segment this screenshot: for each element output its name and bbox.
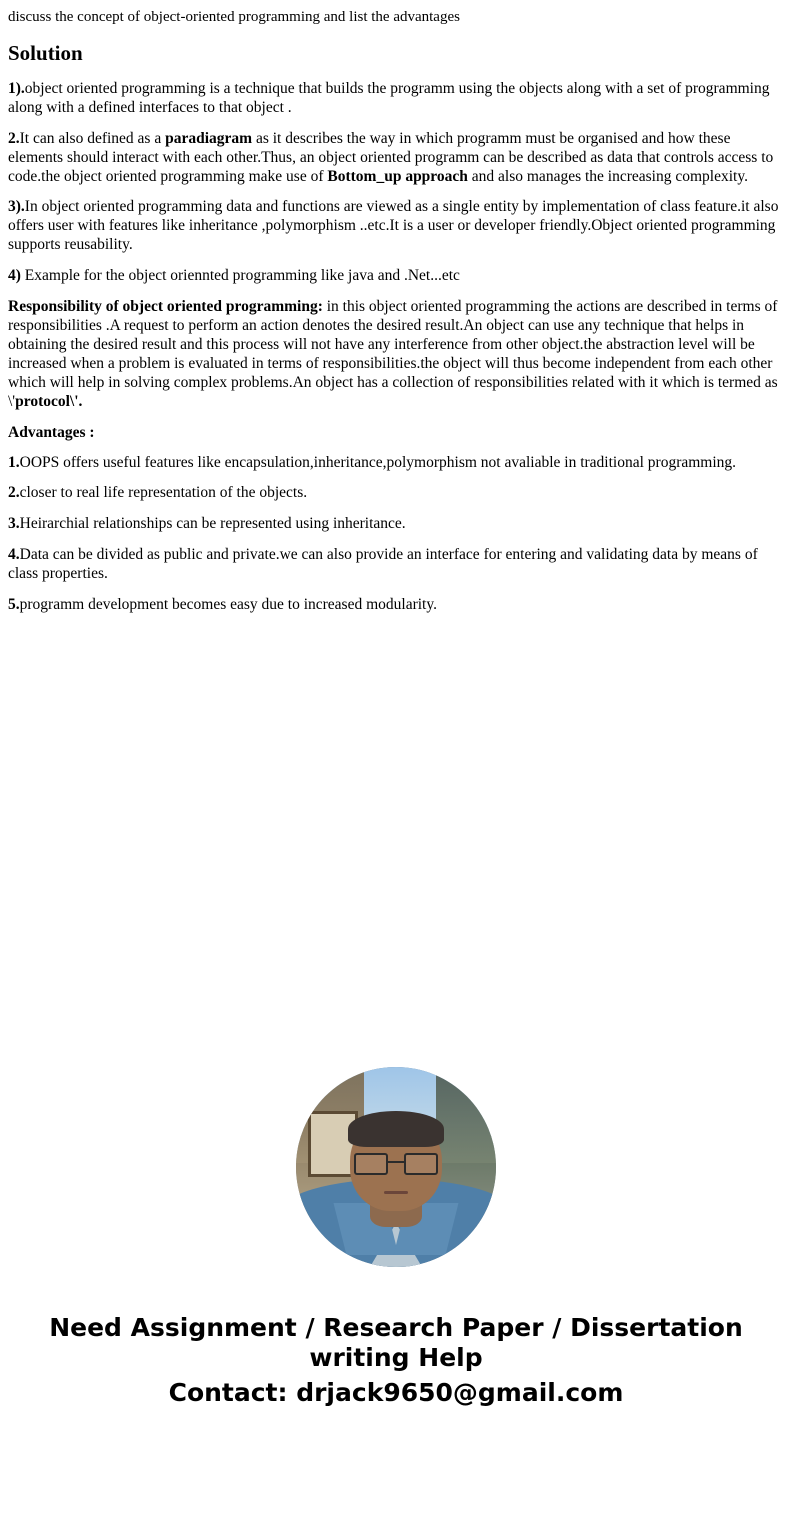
point-2-text-a: It can also defined as a	[19, 129, 166, 147]
point-1-text: object oriented programming is a technique that builds the programm using the objects along with a set of programming along with a defined interfaces to that object .	[8, 79, 770, 116]
point-1-number: 1).	[8, 79, 25, 97]
responsibility-text-a: in this object oriented programming the actions are described in terms of responsibilities .A request to perform an action denotes the desired result.An object can use any technique that helps in obtaining the desired result and this process will not have any interference from other object.the abstraction level will be increased when a problem is evaluated in terms of responsibilities.the object will thus become independent from each other which will help in solving complex problems.An object has a collection of responsibilities related with it which is termed as \'	[8, 298, 778, 410]
point-4-number: 4)	[8, 267, 21, 285]
point-2-emphasis-paradiagram: paradiagram	[165, 129, 253, 147]
advantage-4-number: 4.	[8, 546, 20, 564]
question-text: discuss the concept of object-oriented programming and list the advantages	[8, 9, 460, 25]
advantage-4-text: Data can be divided as public and private.we can also provide an interface for entering and validating data by means of class properties.	[8, 546, 758, 583]
answer-point-2	[8, 130, 784, 187]
advantage-item-4	[8, 546, 784, 584]
avatar	[296, 1067, 496, 1267]
content-spacer	[8, 627, 784, 1067]
avatar-container	[8, 1067, 784, 1267]
avatar-eyeglass-right	[404, 1153, 438, 1175]
avatar-eyeglass-left	[354, 1153, 388, 1175]
point-3-text: In object oriented programming data and functions are viewed as a single entity by implementation of class feature.it also offers user with features like inheritance ,polymorphism ..etc.It is a user or developer friendly.Object oriented programming supports reusability.	[8, 198, 779, 254]
advantage-3-text: Heirarchial relationships can be represented using inheritance.	[19, 515, 406, 533]
point-4-text: Example for the object oriennted programming like java and .Net...etc	[20, 267, 460, 285]
answer-point-1	[8, 80, 784, 118]
avatar-eyeglass-bridge	[387, 1161, 405, 1163]
advantage-item-2	[8, 484, 784, 503]
avatar-mouth	[384, 1191, 408, 1194]
advantage-item-3	[8, 515, 784, 534]
answer-point-4	[8, 267, 784, 286]
advantage-item-5	[8, 596, 784, 615]
advantage-1-number: 1.	[8, 453, 20, 471]
advantage-item-1	[8, 454, 784, 473]
responsibility-paragraph	[8, 298, 784, 411]
footer-headline: Need Assignment / Research Paper / Dissertation writing Help	[49, 1312, 743, 1373]
footer	[8, 1313, 784, 1427]
avatar-hair	[348, 1111, 444, 1147]
point-3-number: 3).	[8, 198, 25, 216]
advantage-1-text: OOPS offers useful features like encapsulation,inheritance,polymorphism not avaliable in traditional programming.	[19, 453, 737, 471]
point-2-emphasis-bottom-up: Bottom_up approach	[327, 167, 468, 185]
responsibility-emphasis-protocol: protocol\'.	[15, 392, 83, 410]
point-2-text-b: as it describes the way in which programm must be organised and how these elements should interact with each other.Thus, an object oriented programm can be described as data that controls access to code.the object oriented programming make use of	[8, 129, 774, 185]
footer-contact: Contact: drjack9650@gmail.com	[168, 1377, 624, 1407]
advantage-5-number: 5.	[8, 596, 20, 614]
point-2-number: 2.	[8, 129, 20, 147]
point-2-text-c: and also manages the increasing complexity.	[467, 167, 748, 185]
answer-point-3	[8, 198, 784, 255]
solution-heading: Solution	[8, 40, 83, 65]
advantages-heading: Advantages :	[8, 423, 95, 441]
advantage-3-number: 3.	[8, 515, 20, 533]
advantage-2-text: closer to real life representation of the objects.	[19, 484, 308, 502]
advantage-2-number: 2.	[8, 484, 20, 502]
responsibility-heading: Responsibility of object oriented programming:	[8, 298, 323, 316]
advantage-5-text: programm development becomes easy due to increased modularity.	[19, 596, 437, 614]
